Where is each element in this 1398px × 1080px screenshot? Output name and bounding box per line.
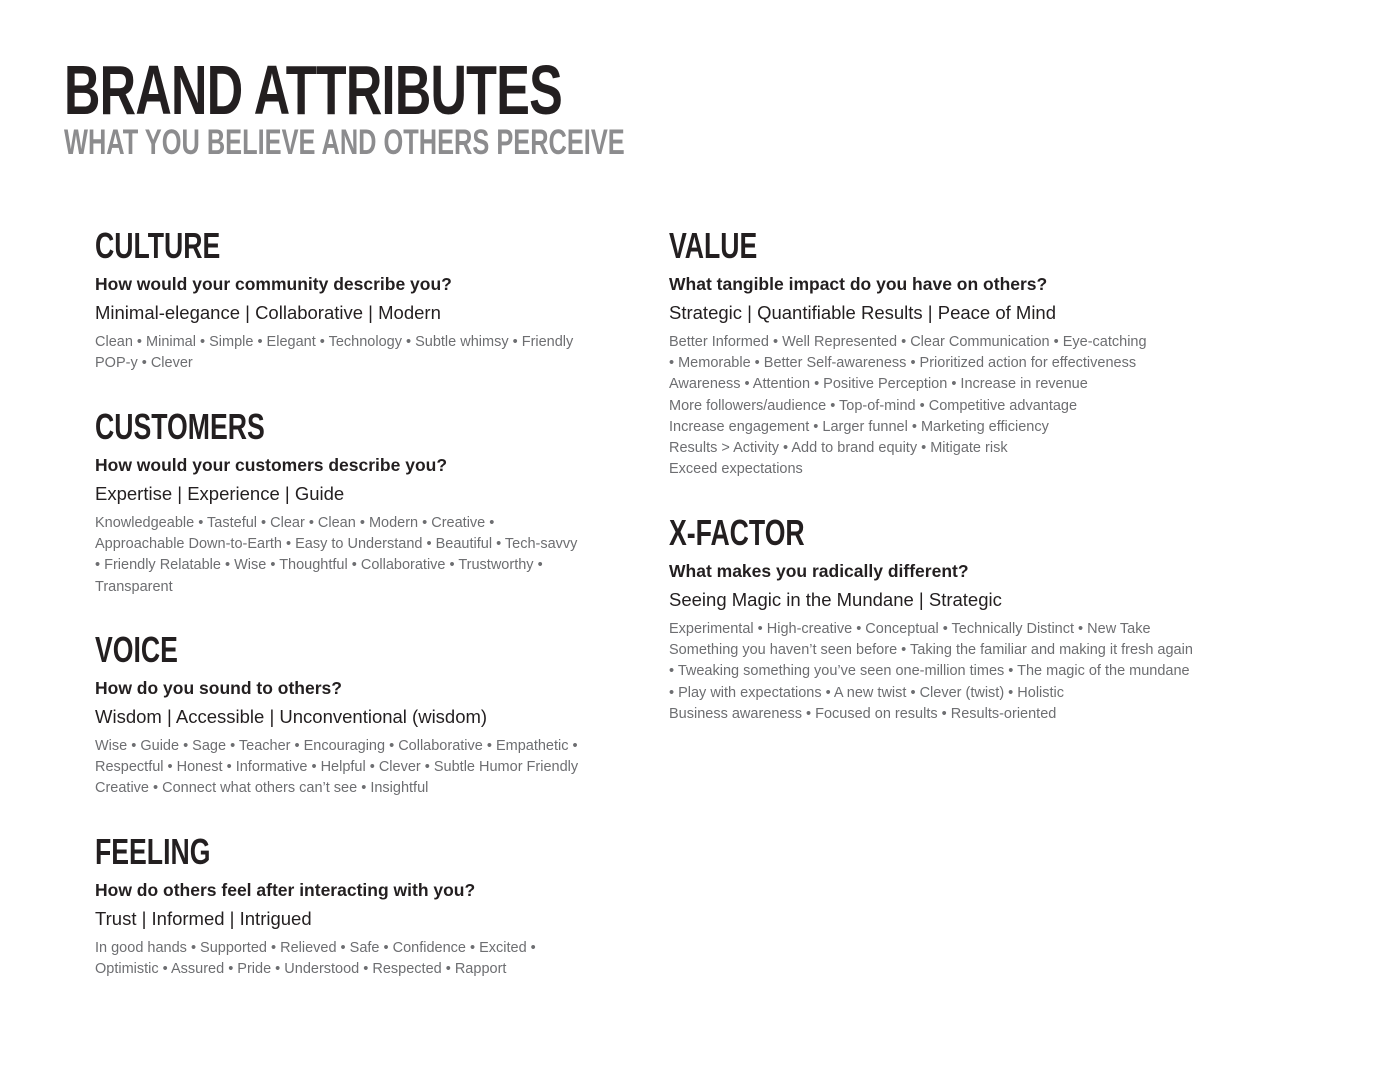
detail-line: Wise • Guide • Sage • Teacher • Encouraging • Collaborative • Empathetic • bbox=[95, 738, 578, 754]
section-heading: X-FACTOR bbox=[669, 512, 805, 553]
section-heading: VALUE bbox=[669, 225, 758, 266]
detail-line: In good hands • Supported • Relieved • Safe • Confidence • Excited • bbox=[95, 940, 536, 956]
detail-line: Something you haven’t seen before • Taking the familiar and making it fresh again bbox=[669, 642, 1193, 659]
section-customers bbox=[95, 407, 655, 598]
section-keywords: Expertise | Experience | Guide bbox=[95, 483, 345, 504]
section-details bbox=[95, 736, 655, 800]
detail-line: Optimistic • Assured • Pride • Understood • Respected • Rapport bbox=[95, 961, 507, 978]
section-feeling bbox=[95, 832, 655, 980]
section-heading: FEELING bbox=[95, 831, 211, 872]
section-question: How would your customers describe you? bbox=[95, 455, 448, 475]
page-title: BRAND ATTRIBUTES bbox=[64, 51, 563, 129]
section-question: What makes you radically different? bbox=[669, 561, 969, 581]
section-details bbox=[669, 619, 1229, 725]
detail-line: • Friendly Relatable • Wise • Thoughtful • Collaborative • Trustworthy • bbox=[95, 557, 543, 574]
detail-line: Awareness • Attention • Positive Perception • Increase in revenue bbox=[669, 376, 1088, 393]
section-heading: CULTURE bbox=[95, 225, 221, 266]
detail-line: • Tweaking something you’ve seen one-million times • The magic of the mundane bbox=[669, 663, 1190, 680]
section-keywords: Strategic | Quantifiable Results | Peace of Mind bbox=[669, 302, 1057, 323]
section-details bbox=[669, 332, 1229, 480]
section-voice bbox=[95, 630, 655, 800]
detail-line: More followers/audience • Top-of-mind • Competitive advantage bbox=[669, 397, 1078, 414]
section-keywords: Minimal-elegance | Collaborative | Modern bbox=[95, 302, 441, 323]
section-keywords: Trust | Informed | Intrigued bbox=[95, 908, 312, 929]
detail-line: Better Informed • Well Represented • Clear Communication • Eye-catching bbox=[669, 334, 1147, 350]
section-culture bbox=[95, 226, 655, 374]
detail-line: • Play with expectations • A new twist • Clever (twist) • Holistic bbox=[669, 684, 1065, 701]
detail-line: Knowledgeable • Tasteful • Clear • Clean • Modern • Creative • bbox=[95, 515, 495, 531]
section-question: How do others feel after interacting with you? bbox=[95, 880, 476, 900]
detail-line: Transparent bbox=[95, 578, 173, 595]
section-heading: CUSTOMERS bbox=[95, 406, 265, 447]
section-details bbox=[95, 513, 655, 598]
detail-line: • Memorable • Better Self-awareness • Prioritized action for effectiveness bbox=[669, 355, 1137, 372]
detail-line: Exceed expectations bbox=[669, 461, 803, 478]
section-heading: VOICE bbox=[95, 629, 178, 670]
section-question: How would your community describe you? bbox=[95, 274, 452, 294]
section-keywords: Wisdom | Accessible | Unconventional (wisdom) bbox=[95, 706, 488, 727]
detail-line: POP-y • Clever bbox=[95, 355, 193, 372]
section-details bbox=[95, 332, 655, 374]
section-value bbox=[669, 226, 1229, 480]
section-xfactor bbox=[669, 513, 1229, 725]
detail-line: Clean • Minimal • Simple • Elegant • Technology • Subtle whimsy • Friendly bbox=[95, 334, 574, 350]
detail-line: Creative • Connect what others can’t see • Insightful bbox=[95, 780, 429, 797]
page-subtitle: WHAT YOU BELIEVE AND OTHERS PERCEIVE bbox=[64, 123, 625, 162]
detail-line: Approachable Down-to-Earth • Easy to Understand • Beautiful • Tech-savvy bbox=[95, 536, 578, 553]
section-question: What tangible impact do you have on others? bbox=[669, 274, 1048, 294]
detail-line: Increase engagement • Larger funnel • Marketing efficiency bbox=[669, 418, 1049, 435]
detail-line: Experimental • High-creative • Conceptual • Technically Distinct • New Take bbox=[669, 621, 1151, 637]
section-keywords: Seeing Magic in the Mundane | Strategic bbox=[669, 589, 1002, 610]
detail-line: Respectful • Honest • Informative • Helpful • Clever • Subtle Humor Friendly bbox=[95, 759, 579, 776]
section-question: How do you sound to others? bbox=[95, 678, 342, 698]
section-details bbox=[95, 938, 655, 980]
detail-line: Business awareness • Focused on results • Results-oriented bbox=[669, 705, 1057, 722]
detail-line: Results > Activity • Add to brand equity • Mitigate risk bbox=[669, 440, 1008, 457]
